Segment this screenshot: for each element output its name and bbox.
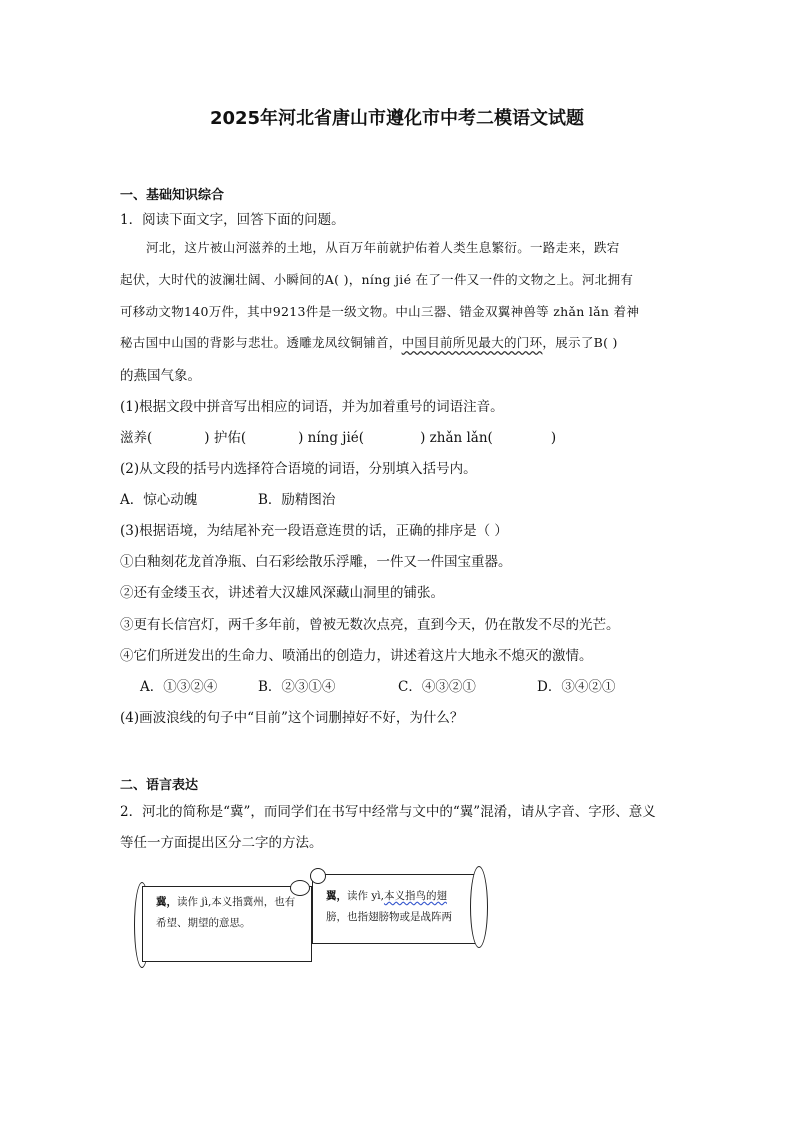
choice-c: C．④③②① [398,679,476,695]
scroll-definition: 膀，也指翅膀物或是战阵两 [326,911,452,923]
passage-text: ，展示了B( ) [542,335,618,350]
blank-label: ) níng jié( [298,430,365,446]
passage-line: 河北，这片被山河滋养的土地，从百万年前就护佑着人类生息繁衍。一路走来，跌宕 [146,240,620,255]
option-a: A．惊心动魄 [120,492,198,508]
section-heading-expression: 二、语言表达 [120,778,199,793]
passage-line: 的燕国气象。 [120,368,201,384]
scroll-card-yi [310,866,490,948]
ordering-item: ④它们所迸发出的生命力、喷涌出的创造力，讲述着这片大地永不熄灭的激情。 [120,648,593,664]
scroll-definition: 读作 jì,本义指冀州，也有希望、期望的意思。 [156,896,296,929]
scroll-card-ji [134,880,320,970]
passage-line: 可移动文物140万件，其中9213件是一级文物。中山三器、错金双翼神兽等 zhǎn lǎn 着神 [120,304,640,319]
blank-label: 滋养( [120,430,153,446]
ordering-item: ①白釉刻花龙首净瓶、白石彩绘散乐浮雕，一件又一件国宝重器。 [120,554,512,570]
question-1-2: (2)从文段的括号内选择符合语境的词语，分别填入括号内。 [120,461,477,477]
section-heading-basics: 一、基础知识综合 [120,188,225,203]
scroll-char: 翼， [326,890,347,902]
scroll-text-ji [156,892,304,934]
underlined-definition: 本义指鸟的翅 [383,890,447,902]
blank-label: ) [550,430,557,446]
choice-a: A．①③②④ [140,679,218,695]
question-2-line: 等任一方面提出区分二字的方法。 [120,835,323,851]
scroll-text-yi [326,886,474,928]
ordering-item: ③更有长信宫灯，两千多年前，曾被无数次点亮，直到今天，仍在散发不尽的光芒。 [120,617,620,633]
ordering-item: ②还有金缕玉衣，讲述着大汉雄风深藏山洞里的铺张。 [120,585,444,601]
question-1-4: (4)画波浪线的句子中“目前”这个词删掉好不好，为什么？ [120,710,464,726]
question-1-1-blanks [120,426,556,446]
choice-d: D．③④②① [537,679,616,695]
passage-text: 秘古国中山国的背影与悲壮。透雕龙凤纹铜铺首， [120,335,402,350]
blank-label: ) zhǎn lǎn( [420,430,493,446]
scroll-definition: 读作 yì, [347,890,384,902]
scroll-char: 冀， [156,896,177,908]
question-2-line: 2．河北的简称是“冀”，而同学们在书写中经常与文中的“翼”混淆，请从字音、字形、意义 [120,804,656,820]
question-1-intro: 1．阅读下面文字，回答下面的问题。 [120,212,345,228]
passage-line [120,333,618,351]
choice-b: B．②③①④ [258,679,336,695]
question-1-3: (3)根据语境，为结尾补充一段语意连贯的话，正确的排序是（ ） [120,523,508,539]
scroll-curl [310,868,326,884]
wavy-underlined-sentence: 中国目前所见最大的门环 [401,335,543,350]
question-1-1: (1)根据文段中拼音写出相应的词语，并为加着重号的词语注音。 [120,399,504,415]
option-b: B．励精图治 [258,492,336,508]
passage-line: 起伏，大时代的波澜壮阔、小瞬间的A( )，níng jié 在了一件又一件的文物之上。河北拥有 [120,272,634,287]
blank-label: ) 护佑( [204,430,247,446]
page-title: 2025年河北省唐山市遵化市中考二模语文试题 [209,108,585,129]
